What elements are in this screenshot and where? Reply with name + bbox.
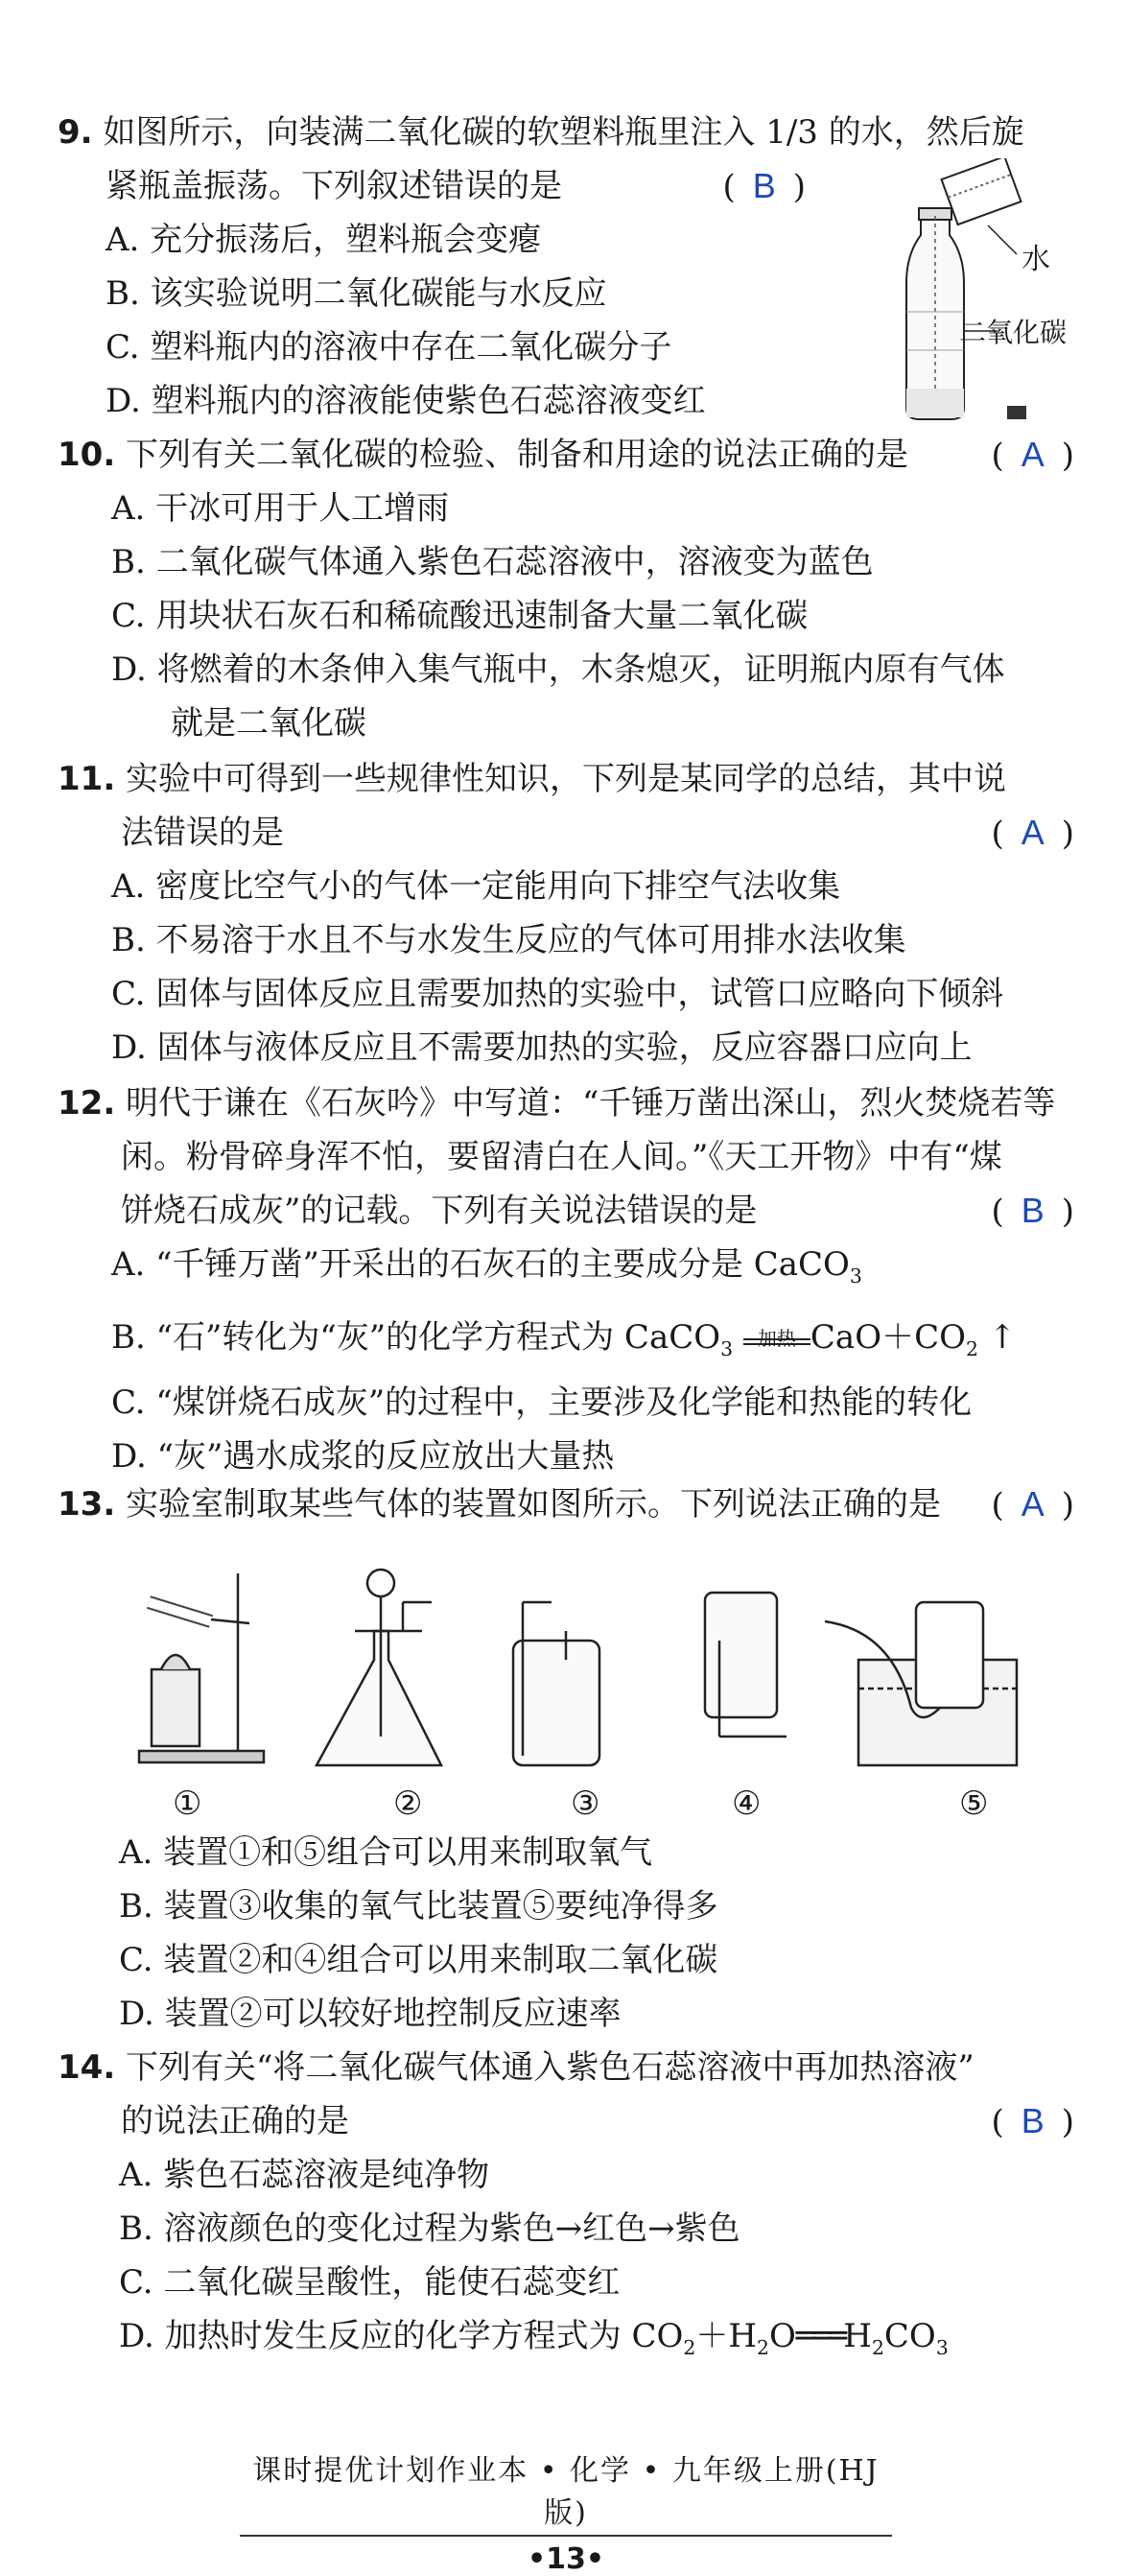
option-b: B. 该实验说明二氧化碳能与水反应 [106, 274, 607, 313]
question-11 [58, 752, 1074, 1075]
apparatus-label-4: ④ [732, 1784, 762, 1823]
question-stem: 明代于谦在《石灰吟》中写道：“千锤万凿出深山，烈火焚烧若等 [126, 1084, 1056, 1123]
option-a: A. 装置①和⑤组合可以用来制取氧气 [119, 1833, 653, 1872]
question-stem-cont2: 饼烧石成灰”的记载。下列有关说法错误的是 [121, 1192, 758, 1230]
question-number: 9. [58, 113, 93, 152]
question-14 [58, 2041, 1074, 2375]
option-d: D. 固体与液体反应且不需要加热的实验，反应容器口应向上 [111, 1028, 973, 1067]
option-d: D. “灰”遇水成浆的反应放出大量热 [111, 1436, 615, 1476]
option-a: A. 充分振荡后，塑料瓶会变瘪 [106, 221, 542, 259]
option-b: B. 溶液颜色的变化过程为紫色→红色→紫色 [119, 2210, 740, 2248]
apparatus-label-3: ③ [571, 1784, 600, 1823]
answer-bracket: ( A ) [991, 813, 1074, 853]
question-12 [58, 1076, 1074, 1483]
option-c: C. 用块状石灰石和稀硫酸迅速制备大量二氧化碳 [111, 597, 809, 635]
option-d: D. 加热时发生反应的化学方程式为 $CO_2+H_2O═══H_2CO_3$ [119, 2317, 949, 2359]
option-a: A. 紫色石蕊溶液是纯净物 [119, 2156, 490, 2194]
bottle-figure [863, 158, 1093, 427]
question-number: 13. [58, 1485, 116, 1524]
question-stem: 实验室制取某些气体的装置如图所示。下列说法正确的是 [126, 1485, 942, 1524]
option-c: C. 固体与固体反应且需要加热的实验中，试管口应略向下倾斜 [111, 975, 1004, 1013]
answer-letter: B [1021, 2101, 1045, 2140]
option-a: A. 密度比空气小的气体一定能用向下排空气法收集 [111, 867, 841, 906]
option-a: A. “千锤万凿”开采出的石灰石的主要成分是 CaCO$_3$ [111, 1245, 862, 1288]
option-b: B. 装置③收集的氧气比装置⑤要纯净得多 [119, 1887, 718, 1926]
apparatus-label-5: ⑤ [959, 1784, 989, 1823]
option-d: D. 塑料瓶内的溶液能使紫色石蕊溶液变红 [106, 382, 706, 420]
option-c: C. 二氧化碳呈酸性，能使石蕊变红 [119, 2263, 621, 2302]
option-d: D. 将燃着的木条伸入集气瓶中，木条熄灭，证明瓶内原有气体 [111, 650, 1005, 689]
option-c: C. 塑料瓶内的溶液中存在二氧化碳分子 [106, 328, 672, 366]
plastic-bottle-diagram [863, 158, 1093, 427]
question-stem-cont: 的说法正确的是 [121, 2102, 349, 2140]
question-13 [58, 1477, 1074, 1531]
answer-bracket: ( B ) [991, 2101, 1074, 2141]
option-d-cont: 就是二氧化碳 [171, 704, 366, 743]
question-stem: 如图所示，向装满二氧化碳的软塑料瓶里注入 1/3 的水，然后旋 [103, 113, 1024, 152]
question-stem-cont: 闲。粉骨碎身浑不怕，要留清白在人间。”《天工开物》中有“煤 [121, 1138, 1002, 1176]
answer-bracket: ( B ) [991, 1191, 1074, 1231]
question-13-options [58, 1826, 1074, 2041]
question-10 [58, 428, 1074, 750]
apparatus-label-2: ② [393, 1784, 423, 1823]
answer-letter: A [1021, 435, 1045, 474]
option-b: B. 不易溶于水且不与水发生反应的气体可用排水法收集 [111, 921, 906, 959]
co2-label: 二氧化碳 [959, 317, 1068, 348]
question-stem-cont: 法错误的是 [121, 814, 284, 852]
page-number: •13• [527, 2542, 605, 2576]
option-b: B. “石”转化为“灰”的化学方程式为 CaCO$_3$ 加热 $CaO+CO_2$ ↑ [111, 1317, 1017, 1360]
option-c: C. “煤饼烧石成灰”的过程中，主要涉及化学能和热能的转化 [111, 1383, 973, 1422]
option-d: D. 装置②可以较好地控制反应速率 [119, 1995, 622, 2033]
question-stem: 实验中可得到一些规律性知识，下列是某同学的总结，其中说 [126, 760, 1007, 798]
book-title: 课时提优计划作业本 • 化学 • 九年级上册(HJ 版) [240, 2446, 892, 2537]
option-a: A. 干冰可用于人工增雨 [111, 489, 450, 528]
option-c: C. 装置②和④组合可以用来制取二氧化碳 [119, 1941, 718, 1979]
page-footer [240, 2446, 892, 2576]
heat-condition: 加热 [743, 1333, 810, 1345]
water-label: 水 [1021, 243, 1050, 276]
answer-bracket: ( A ) [991, 435, 1074, 475]
answer-bracket: ( B ) [722, 166, 806, 206]
option-b: B. 二氧化碳气体通入紫色石蕊溶液中，溶液变为蓝色 [111, 543, 874, 581]
answer-letter: A [1021, 813, 1045, 852]
question-number: 11. [58, 760, 116, 798]
answer-bracket: ( A ) [991, 1484, 1074, 1524]
apparatus-label-1: ① [173, 1784, 202, 1823]
answer-letter: A [1021, 1484, 1045, 1524]
question-stem: 下列有关“将二氧化碳气体通入紫色石蕊溶液中再加热溶液” [126, 2048, 974, 2087]
question-number: 12. [58, 1084, 116, 1123]
apparatus-diagram [115, 1564, 1036, 1784]
question-stem-cont: 紧瓶盖振荡。下列叙述错误的是 [106, 167, 562, 205]
question-number: 14. [58, 2048, 116, 2087]
question-stem: 下列有关二氧化碳的检验、制备和用途的说法正确的是 [126, 436, 909, 474]
question-number: 10. [58, 436, 116, 474]
answer-letter: B [752, 166, 776, 205]
answer-letter: B [1021, 1191, 1045, 1230]
